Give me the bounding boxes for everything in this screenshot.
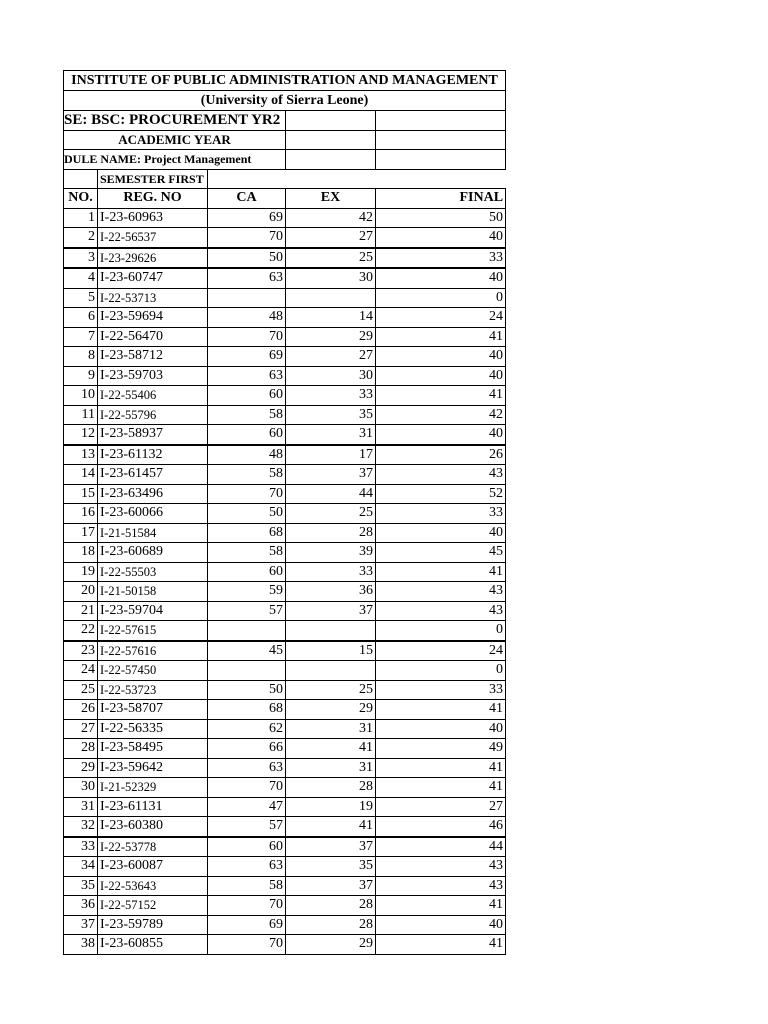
semester-blank-3 — [376, 169, 506, 189]
ex-score: 30 — [286, 268, 376, 288]
col-header-ca: CA — [208, 189, 286, 209]
ex-score: 28 — [286, 523, 376, 543]
ca-score: 59 — [208, 582, 286, 602]
table-row — [64, 562, 506, 582]
col-header-ex: EX — [286, 189, 376, 209]
ex-score — [286, 621, 376, 641]
final-score: 26 — [376, 445, 506, 465]
row-number: 16 — [64, 504, 98, 524]
academic-year-label: ACADEMIC YEAR — [64, 130, 286, 150]
final-score: 46 — [376, 817, 506, 837]
reg-number: I-23-59789 — [98, 915, 208, 935]
course-label: SE: BSC: PROCUREMENT YR2 — [64, 111, 286, 131]
ca-score: 63 — [208, 268, 286, 288]
row-number: 30 — [64, 778, 98, 798]
ex-score: 17 — [286, 445, 376, 465]
table-row — [64, 680, 506, 700]
row-number: 31 — [64, 797, 98, 817]
ca-score: 48 — [208, 308, 286, 328]
table-row — [64, 778, 506, 798]
table-row — [64, 797, 506, 817]
ca-score: 63 — [208, 758, 286, 778]
final-score: 41 — [376, 778, 506, 798]
row-number: 4 — [64, 268, 98, 288]
reg-number: I-22-56537 — [98, 228, 208, 248]
final-score: 40 — [376, 915, 506, 935]
table-row — [64, 366, 506, 386]
ca-score: 57 — [208, 817, 286, 837]
final-score: 41 — [376, 327, 506, 347]
ca-score: 58 — [208, 876, 286, 896]
reg-number: I-23-60689 — [98, 543, 208, 563]
university-subtitle: (University of Sierra Leone) — [64, 91, 506, 111]
row-number: 6 — [64, 308, 98, 328]
table-row — [64, 268, 506, 288]
final-score: 40 — [376, 719, 506, 739]
module-empty-cell-1 — [286, 150, 376, 170]
ex-score: 42 — [286, 208, 376, 228]
ex-score: 33 — [286, 386, 376, 406]
course-empty-cell-2 — [376, 111, 506, 131]
final-score: 41 — [376, 700, 506, 720]
row-number: 36 — [64, 896, 98, 916]
final-score: 41 — [376, 386, 506, 406]
reg-number: I-22-57616 — [98, 641, 208, 661]
institute-title: INSTITUTE OF PUBLIC ADMINISTRATION AND MANAGEMENT — [64, 71, 506, 91]
academic-year-empty-cell-1 — [286, 130, 376, 150]
table-row — [64, 915, 506, 935]
final-score: 0 — [376, 661, 506, 681]
ex-score: 44 — [286, 484, 376, 504]
ca-score: 66 — [208, 739, 286, 759]
table-row — [64, 739, 506, 759]
ca-score: 58 — [208, 405, 286, 425]
row-number: 19 — [64, 562, 98, 582]
ca-score: 60 — [208, 562, 286, 582]
final-score: 45 — [376, 543, 506, 563]
ca-score: 68 — [208, 700, 286, 720]
table-row — [64, 347, 506, 367]
reg-number: I-23-60380 — [98, 817, 208, 837]
ex-score: 15 — [286, 641, 376, 661]
final-score: 43 — [376, 465, 506, 485]
row-number: 24 — [64, 661, 98, 681]
row-number: 14 — [64, 465, 98, 485]
ex-score: 29 — [286, 935, 376, 955]
ca-score: 63 — [208, 366, 286, 386]
ca-score: 45 — [208, 641, 286, 661]
table-row — [64, 876, 506, 896]
row-number: 32 — [64, 817, 98, 837]
final-score: 33 — [376, 680, 506, 700]
row-number: 26 — [64, 700, 98, 720]
reg-number: I-23-60066 — [98, 504, 208, 524]
row-number: 2 — [64, 228, 98, 248]
ex-score: 36 — [286, 582, 376, 602]
col-header-final: FINAL — [376, 189, 506, 209]
table-row — [64, 445, 506, 465]
final-score: 33 — [376, 504, 506, 524]
course-empty-cell-1 — [286, 111, 376, 131]
table-row — [64, 504, 506, 524]
ca-score: 69 — [208, 915, 286, 935]
ca-score: 48 — [208, 445, 286, 465]
row-number: 8 — [64, 347, 98, 367]
row-number: 28 — [64, 739, 98, 759]
ca-score: 70 — [208, 935, 286, 955]
ex-score: 28 — [286, 778, 376, 798]
table-row — [64, 248, 506, 269]
ex-score: 35 — [286, 405, 376, 425]
table-row — [64, 621, 506, 641]
final-score: 42 — [376, 405, 506, 425]
ca-score: 69 — [208, 208, 286, 228]
ca-score: 57 — [208, 601, 286, 621]
ca-score: 70 — [208, 228, 286, 248]
table-row — [64, 661, 506, 681]
university-row — [64, 91, 506, 111]
results-sheet — [63, 70, 505, 955]
final-score: 43 — [376, 601, 506, 621]
ex-score — [286, 288, 376, 308]
course-row — [64, 111, 506, 131]
table-row — [64, 386, 506, 406]
semester-blank-2 — [286, 169, 376, 189]
reg-number: I-23-60855 — [98, 935, 208, 955]
reg-number: I-23-58495 — [98, 739, 208, 759]
table-row — [64, 405, 506, 425]
final-score: 44 — [376, 837, 506, 857]
final-score: 43 — [376, 876, 506, 896]
table-row — [64, 465, 506, 485]
reg-number: I-23-59704 — [98, 601, 208, 621]
table-row — [64, 208, 506, 228]
table-row — [64, 523, 506, 543]
final-score: 40 — [376, 268, 506, 288]
ex-score — [286, 661, 376, 681]
institute-row — [64, 71, 506, 91]
table-row — [64, 837, 506, 857]
table-row — [64, 288, 506, 308]
final-score: 33 — [376, 248, 506, 269]
ca-score — [208, 621, 286, 641]
ex-score: 31 — [286, 425, 376, 445]
reg-number: I-22-56335 — [98, 719, 208, 739]
ex-score: 25 — [286, 680, 376, 700]
table-row — [64, 601, 506, 621]
row-number: 37 — [64, 915, 98, 935]
ex-score: 39 — [286, 543, 376, 563]
ex-score: 29 — [286, 700, 376, 720]
final-score: 24 — [376, 641, 506, 661]
ca-score: 50 — [208, 504, 286, 524]
row-number: 10 — [64, 386, 98, 406]
table-row — [64, 857, 506, 877]
table-row — [64, 425, 506, 445]
final-score: 27 — [376, 797, 506, 817]
ca-score: 47 — [208, 797, 286, 817]
reg-number: I-23-61457 — [98, 465, 208, 485]
row-number: 22 — [64, 621, 98, 641]
final-score: 43 — [376, 857, 506, 877]
ca-score: 58 — [208, 543, 286, 563]
row-number: 29 — [64, 758, 98, 778]
ca-score: 50 — [208, 248, 286, 269]
row-number: 25 — [64, 680, 98, 700]
ex-score: 28 — [286, 915, 376, 935]
ca-score: 63 — [208, 857, 286, 877]
row-number: 11 — [64, 405, 98, 425]
row-number: 17 — [64, 523, 98, 543]
row-number: 3 — [64, 248, 98, 269]
final-score: 50 — [376, 208, 506, 228]
row-number: 33 — [64, 837, 98, 857]
col-header-reg: REG. NO — [98, 189, 208, 209]
ex-score: 27 — [286, 347, 376, 367]
row-number: 7 — [64, 327, 98, 347]
reg-number: I-21-51584 — [98, 523, 208, 543]
reg-number: I-21-52329 — [98, 778, 208, 798]
reg-number: I-23-63496 — [98, 484, 208, 504]
table-row — [64, 327, 506, 347]
semester-row — [64, 169, 506, 189]
reg-number: I-22-53778 — [98, 837, 208, 857]
reg-number: I-22-55503 — [98, 562, 208, 582]
table-row — [64, 228, 506, 248]
final-score: 40 — [376, 425, 506, 445]
ca-score: 58 — [208, 465, 286, 485]
ex-score: 29 — [286, 327, 376, 347]
ca-score: 50 — [208, 680, 286, 700]
reg-number: I-22-53643 — [98, 876, 208, 896]
reg-number: I-22-57450 — [98, 661, 208, 681]
ca-score: 60 — [208, 386, 286, 406]
ca-score: 62 — [208, 719, 286, 739]
table-row — [64, 817, 506, 837]
ca-score — [208, 661, 286, 681]
column-header-row — [64, 189, 506, 209]
semester-blank-1 — [208, 169, 286, 189]
academic-year-empty-cell-2 — [376, 130, 506, 150]
reg-number: I-23-58707 — [98, 700, 208, 720]
results-table — [63, 70, 506, 955]
ex-score: 31 — [286, 758, 376, 778]
row-number: 13 — [64, 445, 98, 465]
ex-score: 25 — [286, 504, 376, 524]
reg-number: I-23-59703 — [98, 366, 208, 386]
module-empty-cell-2 — [376, 150, 506, 170]
reg-number: I-23-59694 — [98, 308, 208, 328]
ca-score: 60 — [208, 425, 286, 445]
ex-score: 28 — [286, 896, 376, 916]
row-number: 18 — [64, 543, 98, 563]
ex-score: 41 — [286, 739, 376, 759]
row-number: 12 — [64, 425, 98, 445]
reg-number: I-23-58937 — [98, 425, 208, 445]
reg-number: I-22-57152 — [98, 896, 208, 916]
reg-number: I-23-29626 — [98, 248, 208, 269]
reg-number: I-22-56470 — [98, 327, 208, 347]
ex-score: 31 — [286, 719, 376, 739]
final-score: 40 — [376, 228, 506, 248]
table-row — [64, 641, 506, 661]
reg-number: I-21-50158 — [98, 582, 208, 602]
ex-score: 35 — [286, 857, 376, 877]
final-score: 41 — [376, 935, 506, 955]
ex-score: 30 — [286, 366, 376, 386]
ex-score: 25 — [286, 248, 376, 269]
ex-score: 37 — [286, 876, 376, 896]
table-row — [64, 308, 506, 328]
row-number: 35 — [64, 876, 98, 896]
ex-score: 37 — [286, 465, 376, 485]
semester-empty-cell — [64, 169, 98, 189]
semester-label: SEMESTER FIRST — [98, 169, 208, 189]
ca-score: 70 — [208, 484, 286, 504]
reg-number: I-23-61132 — [98, 445, 208, 465]
ex-score: 27 — [286, 228, 376, 248]
academic-year-row — [64, 130, 506, 150]
reg-number: I-22-55406 — [98, 386, 208, 406]
table-row — [64, 700, 506, 720]
reg-number: I-22-55796 — [98, 405, 208, 425]
table-row — [64, 582, 506, 602]
reg-number: I-23-58712 — [98, 347, 208, 367]
row-number: 38 — [64, 935, 98, 955]
reg-number: I-22-57615 — [98, 621, 208, 641]
ca-score: 60 — [208, 837, 286, 857]
ca-score — [208, 288, 286, 308]
module-name-label: DULE NAME: Project Management — [64, 150, 286, 170]
ex-score: 41 — [286, 817, 376, 837]
reg-number: I-23-61131 — [98, 797, 208, 817]
table-row — [64, 719, 506, 739]
results-table-body — [64, 71, 506, 955]
ca-score: 70 — [208, 778, 286, 798]
reg-number: I-23-59642 — [98, 758, 208, 778]
final-score: 43 — [376, 582, 506, 602]
final-score: 0 — [376, 621, 506, 641]
ex-score: 37 — [286, 601, 376, 621]
ca-score: 70 — [208, 896, 286, 916]
final-score: 24 — [376, 308, 506, 328]
row-number: 23 — [64, 641, 98, 661]
final-score: 0 — [376, 288, 506, 308]
table-row — [64, 543, 506, 563]
ex-score: 14 — [286, 308, 376, 328]
final-score: 41 — [376, 758, 506, 778]
table-row — [64, 935, 506, 955]
reg-number: I-22-53723 — [98, 680, 208, 700]
reg-number: I-22-53713 — [98, 288, 208, 308]
final-score: 41 — [376, 562, 506, 582]
ex-score: 33 — [286, 562, 376, 582]
reg-number: I-23-60963 — [98, 208, 208, 228]
col-header-no: NO. — [64, 189, 98, 209]
table-row — [64, 758, 506, 778]
row-number: 20 — [64, 582, 98, 602]
row-number: 9 — [64, 366, 98, 386]
row-number: 5 — [64, 288, 98, 308]
final-score: 52 — [376, 484, 506, 504]
table-row — [64, 896, 506, 916]
final-score: 49 — [376, 739, 506, 759]
final-score: 40 — [376, 366, 506, 386]
ca-score: 70 — [208, 327, 286, 347]
final-score: 41 — [376, 896, 506, 916]
ca-score: 68 — [208, 523, 286, 543]
reg-number: I-23-60087 — [98, 857, 208, 877]
module-row — [64, 150, 506, 170]
final-score: 40 — [376, 523, 506, 543]
final-score: 40 — [376, 347, 506, 367]
row-number: 34 — [64, 857, 98, 877]
row-number: 27 — [64, 719, 98, 739]
ca-score: 69 — [208, 347, 286, 367]
ex-score: 19 — [286, 797, 376, 817]
reg-number: I-23-60747 — [98, 268, 208, 288]
row-number: 21 — [64, 601, 98, 621]
table-row — [64, 484, 506, 504]
row-number: 1 — [64, 208, 98, 228]
row-number: 15 — [64, 484, 98, 504]
ex-score: 37 — [286, 837, 376, 857]
